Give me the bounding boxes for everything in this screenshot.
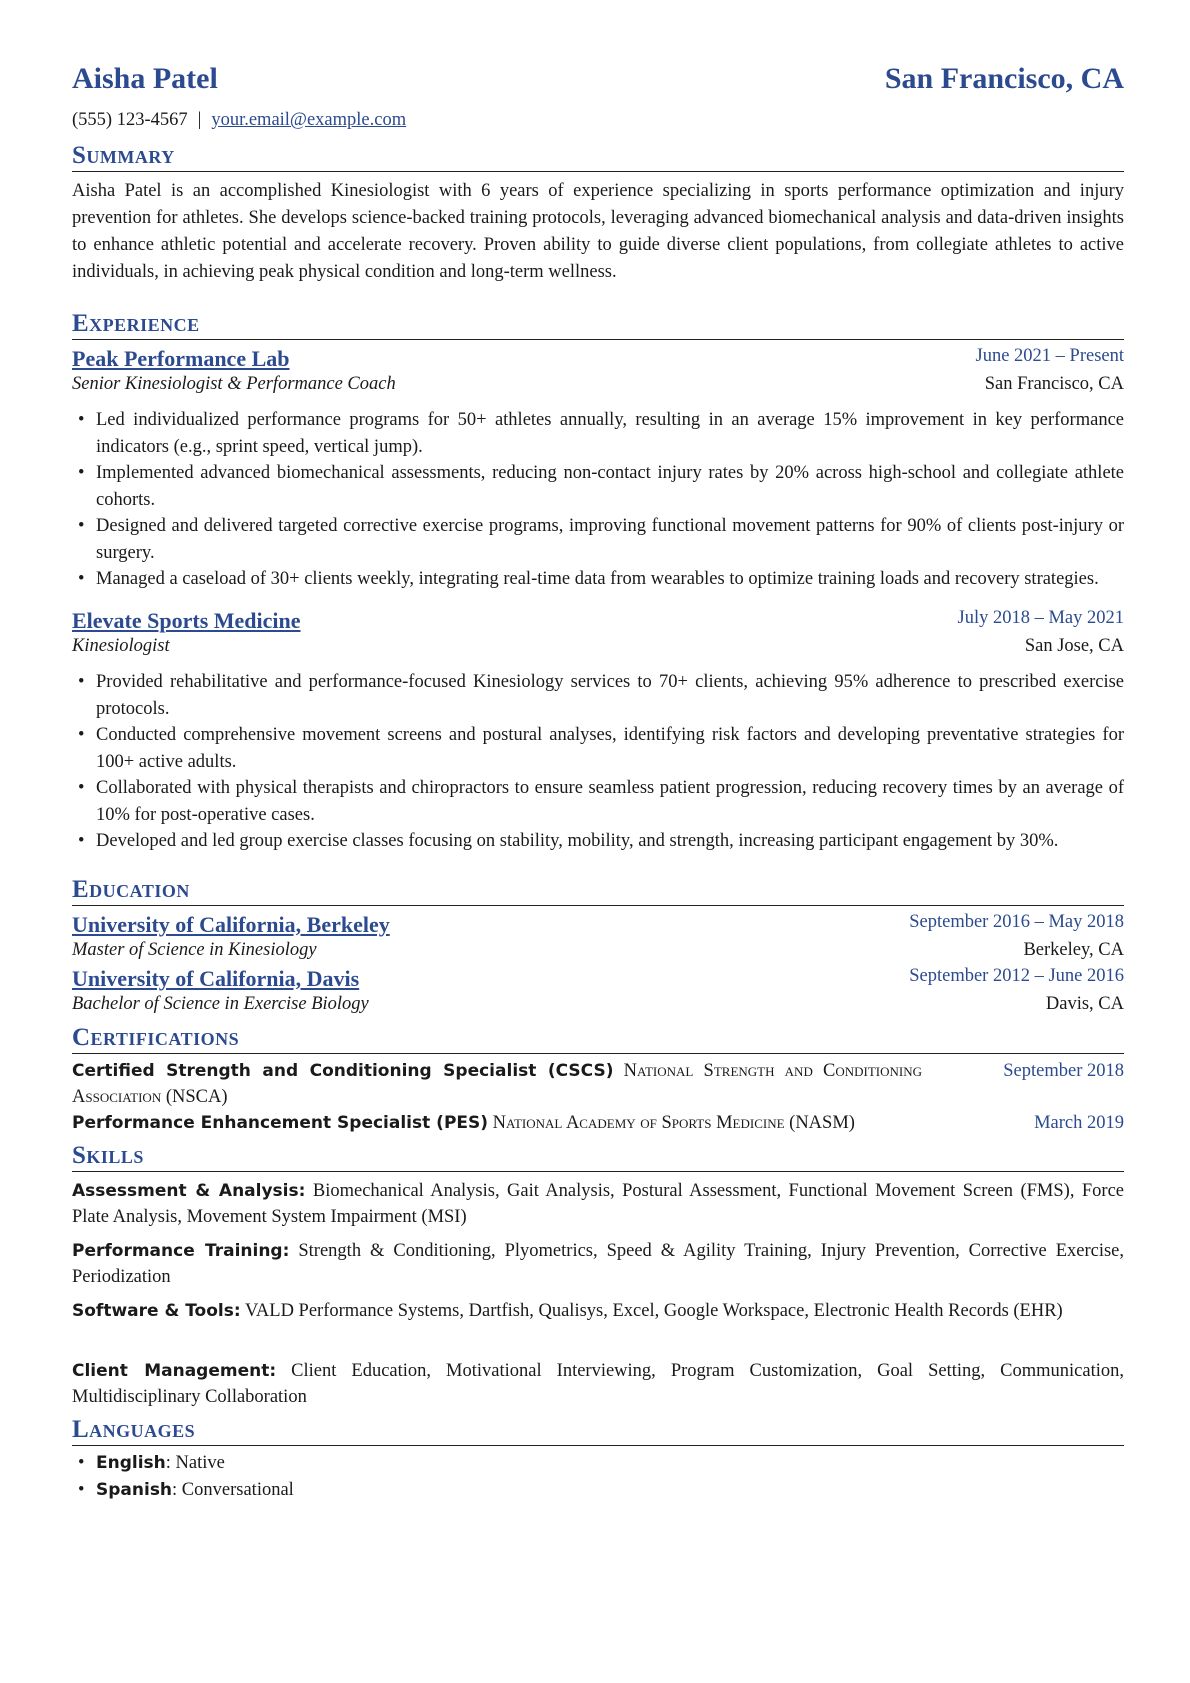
bullet-text: Collaborated with physical therapists and chiropractors to ensure seamless patient progression, reducing recovery times by an average of 10% for post-operative cases. [96,778,1124,825]
education-entry-subheader [72,994,1124,1022]
bullet-glyph: • [78,569,85,589]
certification-date: September 2018 [1003,1061,1124,1081]
language-item [72,1477,1124,1504]
employment-dates: July 2018 – May 2021 [957,608,1124,628]
experience-entry-header [72,346,1124,374]
section-title: Languages [72,1416,196,1443]
bullet-glyph: • [78,1479,85,1500]
certification-name: Performance Enhancement Specialist (PES) [72,1113,489,1133]
education-dates: September 2012 – June 2016 [909,966,1124,986]
certification-name: Certified Strength and Conditioning Specialist (CSCS) [72,1061,614,1081]
bullet-item [72,407,1124,460]
certification-date: March 2019 [1034,1113,1124,1133]
bullet-text: Managed a caseload of 30+ clients weekly, integrating real-time data from wearables to optimize training loads and recovery strategies. [96,569,1099,589]
skill-list: VALD Performance Systems, Dartfish, Qualisys, Excel, Google Workspace, Electronic Health Records (EHR) [244,1301,1063,1321]
experience-entry-subheader [72,374,1124,402]
section-skills [72,1142,1124,1172]
bullet-item [72,460,1124,513]
language-level: : Native [165,1453,225,1473]
email-link[interactable]: your.email@example.com [211,110,407,130]
skill-group [72,1358,1124,1410]
certification-text [72,1058,922,1110]
skill-group [72,1238,1124,1290]
language-item [72,1450,1124,1477]
bullet-item [72,775,1124,828]
bullet-item [72,669,1124,722]
candidate-location: San Francisco, CA [884,62,1124,95]
bullet-glyph: • [78,463,85,483]
bullet-glyph: • [78,1453,85,1473]
section-summary [72,142,1124,172]
skill-list: Strength & Conditioning, Plyometrics, Speed & Agility Training, Injury Prevention, Corrective Exercise, Periodization [72,1241,1125,1287]
bullet-item [72,513,1124,566]
certification-issuer: National Academy of Sports Medicine (NASM) [492,1113,855,1133]
bullet-text: Conducted comprehensive movement screens and postural analyses, identifying risk factors and developing preventative strategies for 100+ active adults. [96,725,1124,772]
bullet-item [72,828,1124,855]
skill-category: Client Management: [72,1361,277,1381]
certification-item [72,1058,1124,1110]
skill-list: Biomechanical Analysis, Gait Analysis, Postural Assessment, Functional Movement Screen (FMS), Force Plate Analysis, Movement System Impairment (MSI) [72,1181,1124,1227]
school-location: Davis, CA [1045,994,1124,1014]
summary-text: Aisha Patel is an accomplished Kinesiologist with 6 years of experience specializing in sports performance optimization and injury prevention for athletes. She develops science-backed training protocols, leveraging advanced biomechanical analysis and data-driven insights to enhance athletic potential and accelerate recovery. Proven ability to guide diverse client populations, from collegiate athletes to active individuals, in achieving peak physical condition and long-term wellness. [72,181,1124,282]
skill-list: Client Education, Motivational Interviewing, Program Customization, Goal Setting, Communication, Multidisciplinary Collaboration [72,1361,1124,1407]
language-name: Spanish [96,1479,173,1500]
section-title: Skills [72,1142,144,1169]
education-entry-header [72,966,1124,994]
education-dates: September 2016 – May 2018 [909,912,1124,932]
bullet-text: Developed and led group exercise classes focusing on stability, mobility, and strength, increasing participant engagement by 30%. [96,831,1059,851]
section-experience [72,310,1124,340]
experience-entry-header [72,608,1124,636]
bullet-glyph: • [78,778,85,798]
skill-category: Performance Training: [72,1241,290,1261]
certification-text [72,1110,1124,1136]
education-entry-subheader [72,940,1124,968]
bullet-text: Designed and delivered targeted corrective exercise programs, improving functional movement patterns for 90% of clients post-injury or surgery. [96,516,1124,563]
bullet-glyph: • [78,410,85,430]
bullet-item [72,566,1124,593]
experience-entry-subheader [72,636,1124,664]
certification-item [72,1110,1124,1136]
section-title: Summary [72,142,175,169]
bullet-text: Implemented advanced biomechanical assessments, reducing non-contact injury rates by 20% across high-school and collegiate athlete cohorts. [96,463,1124,510]
bullet-glyph: • [78,672,85,692]
degree: Master of Science in Kinesiology [72,940,317,960]
section-title: Experience [72,310,200,337]
employment-dates: June 2021 – Present [975,346,1124,366]
candidate-name: Aisha Patel [72,62,218,95]
degree: Bachelor of Science in Exercise Biology [72,994,369,1014]
job-location: San Jose, CA [1024,636,1124,656]
experience-bullets [72,407,1124,593]
employer-name[interactable]: Elevate Sports Medicine [72,608,301,633]
school-name[interactable]: University of California, Davis [72,966,360,991]
section-education [72,876,1124,906]
certification-issuer: National Strength and Conditioning Association (NSCA) [72,1061,923,1107]
bullet-item [72,722,1124,775]
phone-number: (555) 123-4567 [72,110,188,130]
language-level: : Conversational [172,1479,294,1500]
skill-category: Software & Tools: [72,1301,241,1321]
school-name[interactable]: University of California, Berkeley [72,912,390,937]
bullet-text: Led individualized performance programs for 50+ athletes annually, resulting in an average 15% improvement in key performance indicators (e.g., sprint speed, vertical jump). [96,410,1124,457]
bullet-glyph: • [78,831,85,851]
language-list [72,1450,1124,1503]
language-name: English [96,1453,166,1473]
section-title: Certifications [72,1024,240,1051]
section-languages [72,1416,1124,1446]
contact-line [72,110,406,131]
job-title: Kinesiologist [72,636,170,656]
contact-separator: | [197,110,202,130]
skill-group [72,1298,1124,1324]
bullet-glyph: • [78,516,85,536]
section-title: Education [72,876,190,903]
skill-group [72,1178,1124,1230]
employer-name[interactable]: Peak Performance Lab [72,346,290,371]
section-certifications [72,1024,1124,1054]
experience-bullets [72,669,1124,855]
skill-category: Assessment & Analysis: [72,1181,306,1201]
job-location: San Francisco, CA [984,374,1124,394]
bullet-glyph: • [78,725,85,745]
education-entry-header [72,912,1124,940]
school-location: Berkeley, CA [1023,940,1124,960]
job-title: Senior Kinesiologist & Performance Coach [72,374,396,394]
bullet-text: Provided rehabilitative and performance-focused Kinesiology services to 70+ clients, achieving 95% adherence to prescribed exercise protocols. [96,672,1124,719]
